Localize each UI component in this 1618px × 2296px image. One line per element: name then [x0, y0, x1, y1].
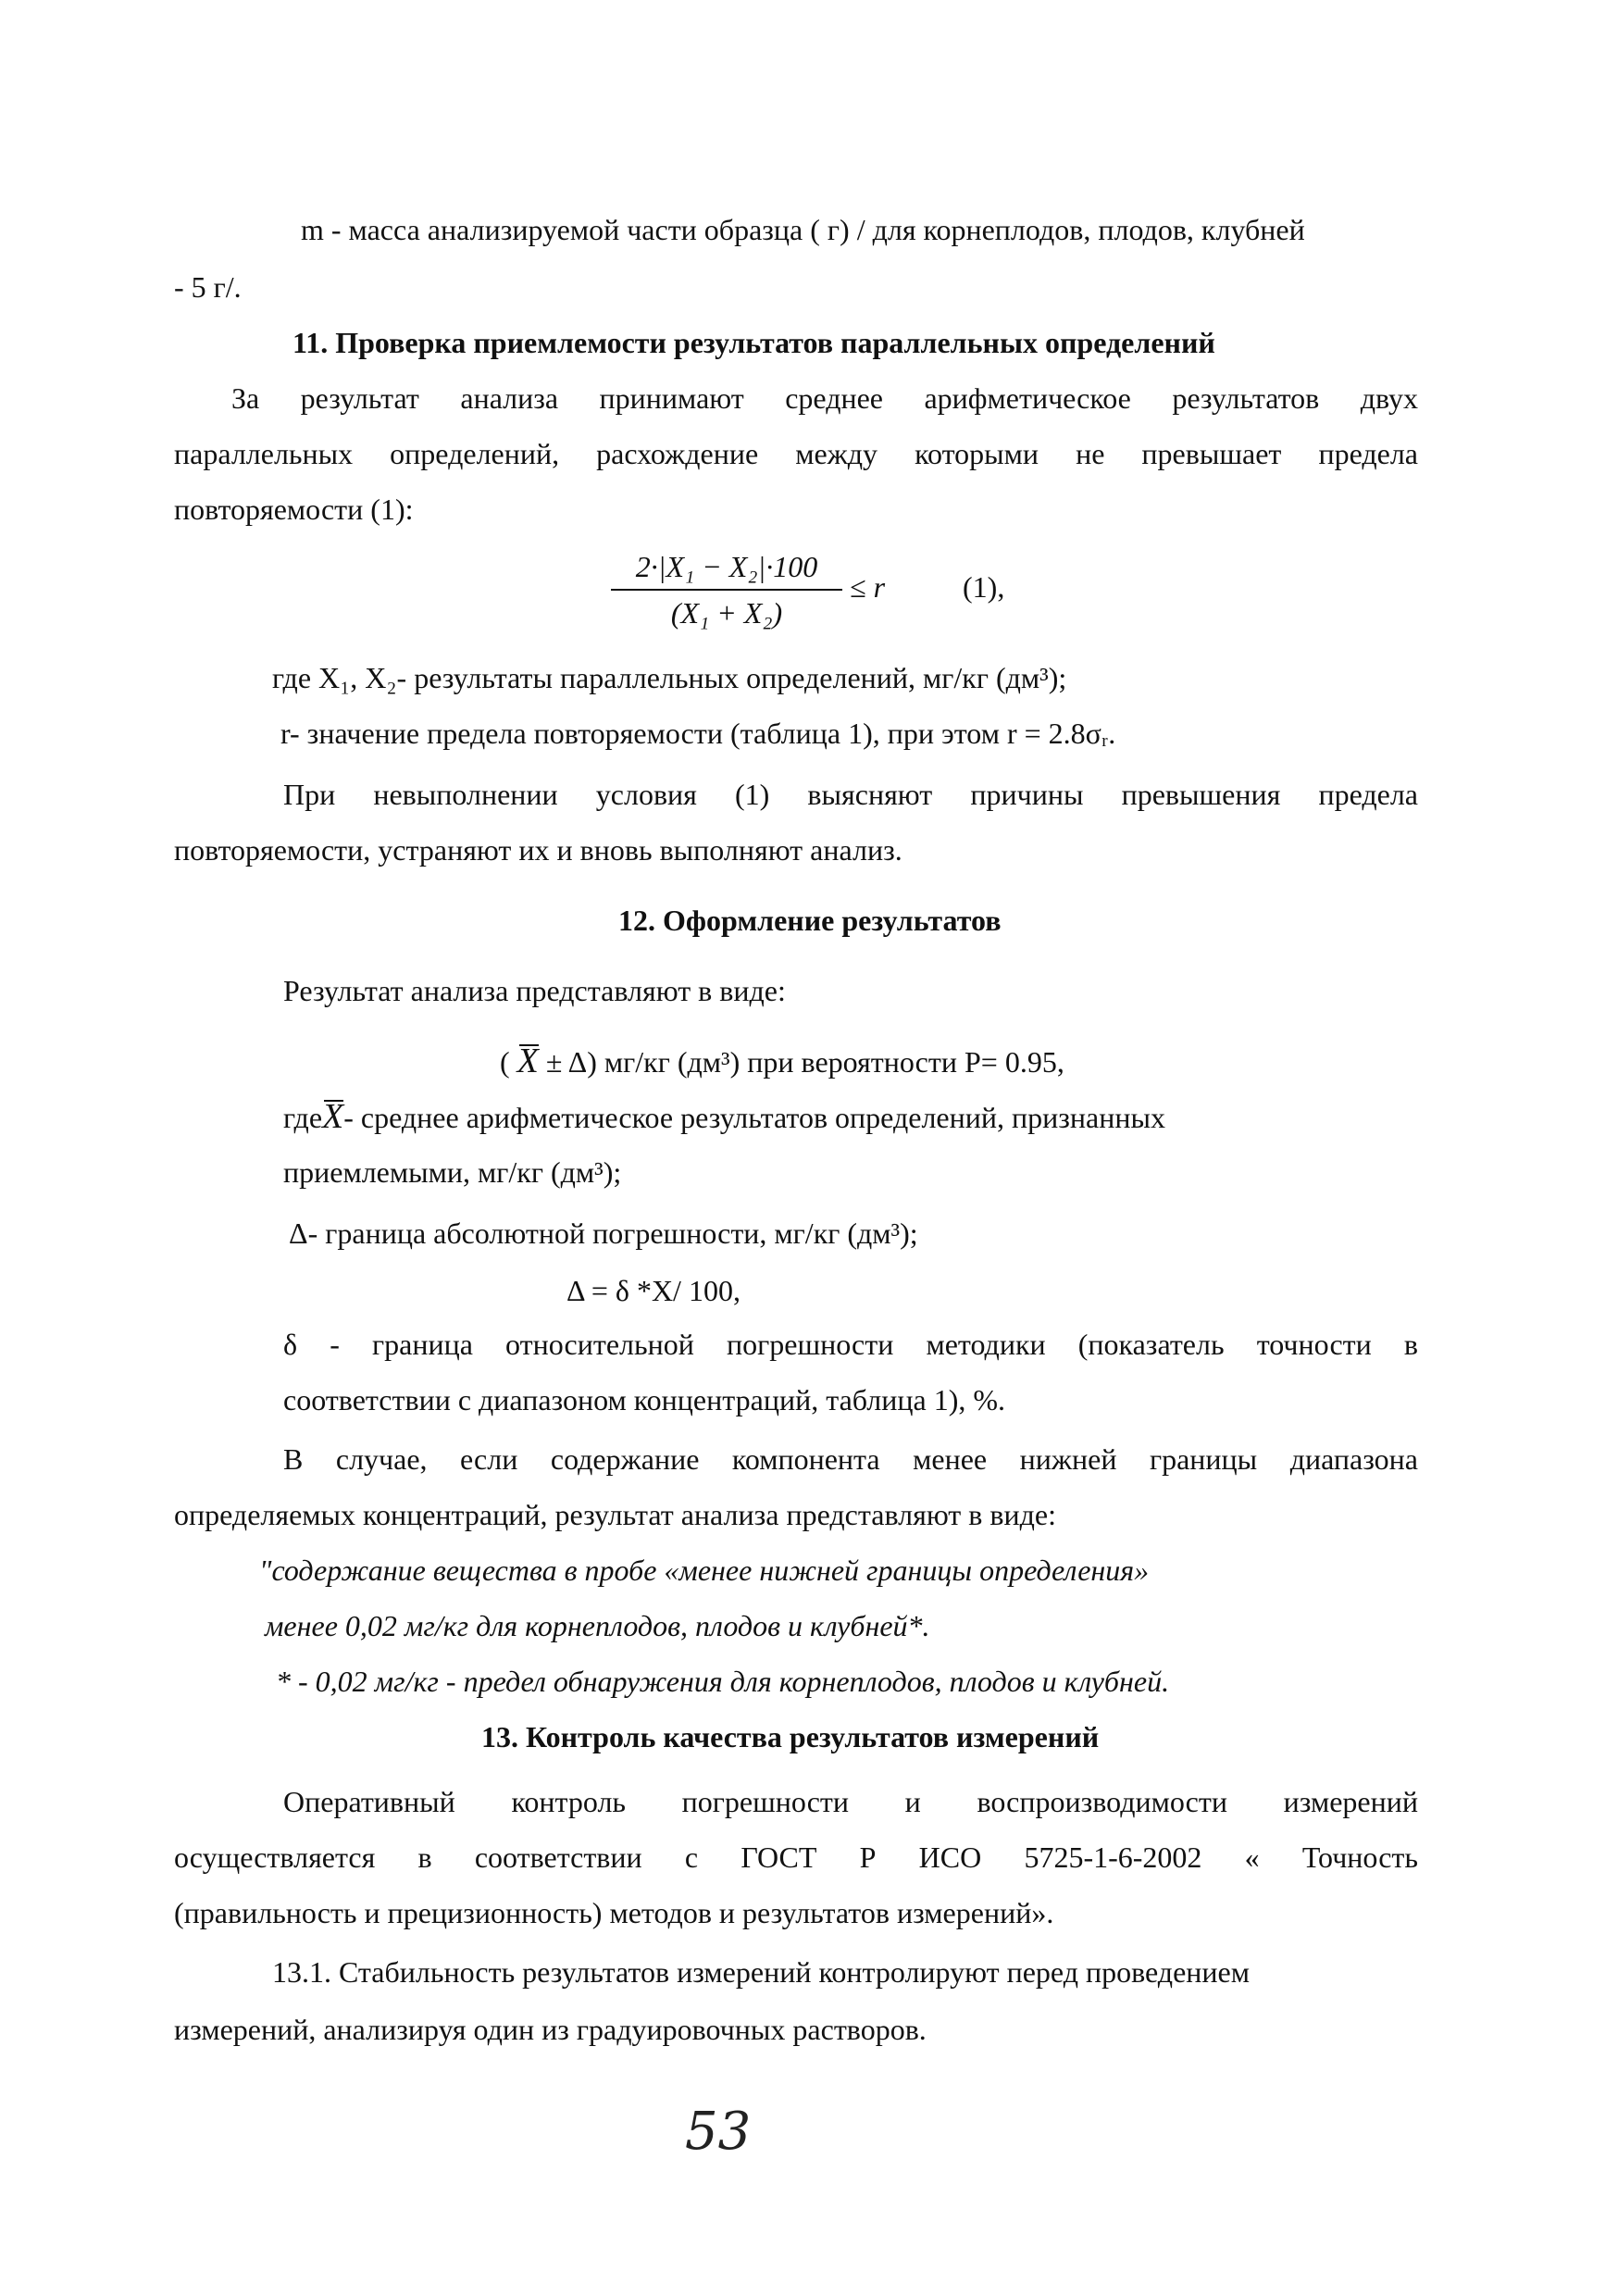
section-11-para-line-2: параллельных определений, расхождение между которыми не превышает предела — [174, 437, 1418, 470]
where-prefix: где — [283, 1101, 323, 1134]
formula-relation: ≤ r — [850, 570, 886, 604]
where-xbar-line — [283, 1098, 1418, 1136]
section-13-para-line-1: Оперативный контроль погрешности и воспроизводимости измерений — [283, 1785, 1418, 1818]
case-line-1: В случае, если содержание компонента менее нижней границы диапазона — [283, 1442, 1418, 1476]
result-formula-rest: ± Δ) мг/кг (дм³) при вероятности Р= 0.95, — [538, 1045, 1064, 1079]
section-11-para-line-3: повторяемости (1): — [174, 493, 414, 526]
formula-number: (1), — [963, 570, 1005, 604]
section-11-para-line-1: За результат анализа принимают среднее арифметическое результатов двух — [231, 381, 1418, 415]
where-x1-x2-line: где X₁, X₂- результаты параллельных определений, мг/кг (дм³); — [272, 661, 1067, 694]
where-xbar-line-2: приемлемыми, мг/кг (дм³); — [283, 1155, 622, 1189]
where-rest: - среднее арифметическое результатов определений, признанных — [343, 1101, 1165, 1134]
subsection-13-1-line-2: измерений, анализируя один из градуировочных растворов. — [174, 2013, 927, 2046]
section-13-heading: 13. Контроль качества результатов измерений — [481, 1720, 1100, 1753]
result-formula-line — [500, 1042, 1064, 1080]
delta-definition-line: Δ- граница абсолютной погрешности, мг/кг (дм³); — [289, 1217, 918, 1250]
section-12-intro: Результат анализа представляют в виде: — [283, 974, 786, 1007]
repeatability-formula — [611, 546, 1074, 648]
formula-denominator: (X₁ + X₂) — [670, 596, 783, 630]
italic-line-1: "содержание вещества в пробе «менее нижней границы определения» — [259, 1554, 1150, 1587]
italic-line-2: менее 0,02 мг/кг для корнеплодов, плодов и клубней*. — [265, 1609, 930, 1642]
mass-line-2: - 5 г/. — [174, 270, 242, 304]
mass-line-1: m - масса анализируемой части образца ( г) / для корнеплодов, плодов, клубней — [301, 213, 1305, 246]
delta-formula: Δ = δ *X/ 100, — [566, 1274, 741, 1307]
section-12-heading: 12. Оформление результатов — [618, 904, 1002, 937]
section-13-para-line-3: (правильность и прецизионность) методов и результатов измерений». — [174, 1896, 1054, 1929]
italic-line-3: * - 0,02 мг/кг - предел обнаружения для корнеплодов, плодов и клубней. — [276, 1665, 1170, 1698]
fail-line-1: При невыполнении условия (1) выясняют причины превышения предела — [283, 778, 1418, 811]
x-bar-symbol: X — [517, 1042, 539, 1080]
r-definition-line: r- значение предела повторяемости (таблица 1), при этом r = 2.8σᵣ. — [280, 717, 1116, 750]
fraction-bar — [611, 589, 842, 591]
open-paren: ( — [500, 1045, 517, 1079]
x-bar-symbol-2: X — [322, 1097, 344, 1136]
small-delta-line-2: соответствии с диапазоном концентраций, таблица 1), %. — [283, 1383, 1005, 1416]
fail-line-2: повторяемости, устраняют их и вновь выполняют анализ. — [174, 833, 902, 867]
case-line-2: определяемых концентраций, результат анализа представляют в виде: — [174, 1498, 1056, 1531]
small-delta-line-1: δ - граница относительной погрешности методики (показатель точности в — [283, 1328, 1418, 1361]
section-13-para-line-2: осуществляется в соответствии с ГОСТ Р ИСО 5725-1-6-2002 « Точность — [174, 1841, 1418, 1874]
formula-fraction — [611, 546, 842, 633]
handwritten-page-number: 53 — [685, 2102, 752, 2162]
formula-numerator: 2·|X₁ − X₂|·100 — [635, 550, 818, 583]
subsection-13-1-line-1: 13.1. Стабильность результатов измерений контролируют перед проведением — [272, 1955, 1250, 1989]
section-11-heading: 11. Проверка приемлемости результатов параллельных определений — [292, 326, 1215, 359]
